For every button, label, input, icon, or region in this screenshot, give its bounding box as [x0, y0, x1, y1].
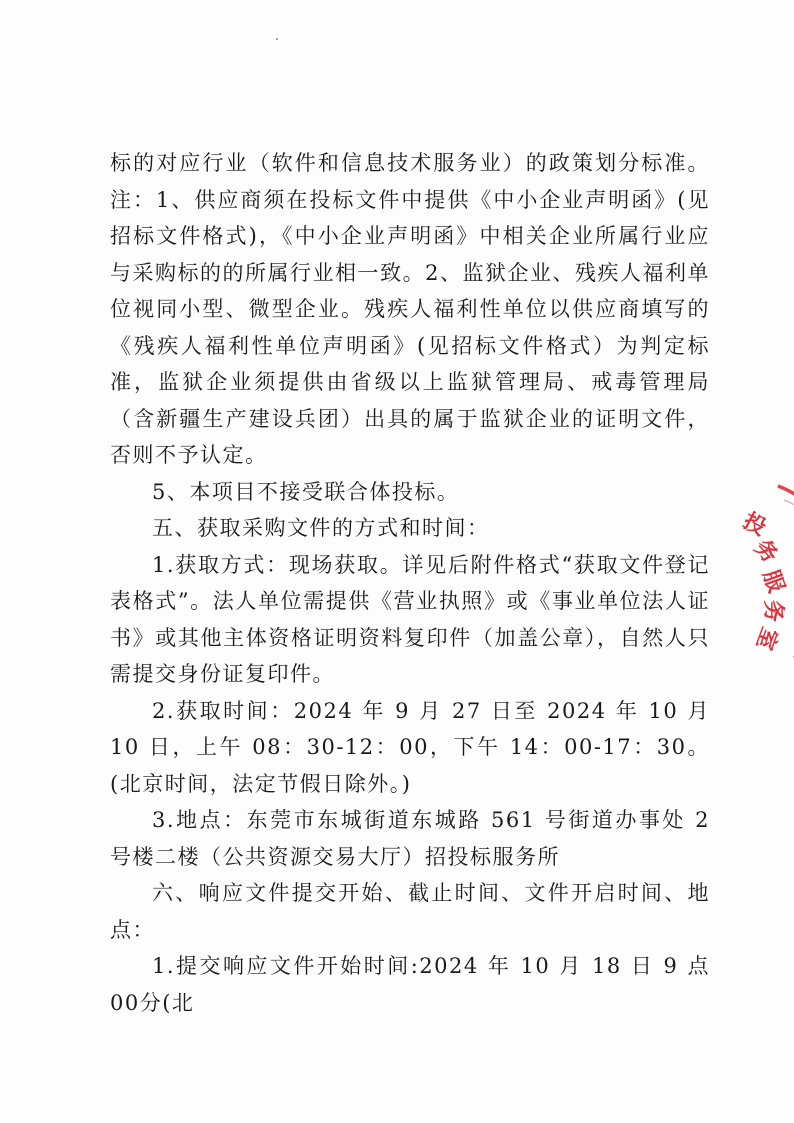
paragraph-submission-start: 1.提交响应文件开始时间:2024 年 10 月 18 日 9 点 00分(北 — [110, 954, 710, 1015]
seal-char-3: 服 — [757, 566, 790, 597]
paragraph-obtain-time: 2.获取时间：2024 年 9 月 27 日至 2024 年 10 月 10 日，上午 08：30-12：00，下午 14：00-17：30。(北京时间，法定节假日除外。) — [110, 698, 710, 796]
seal-char-1: 投 — [738, 507, 771, 542]
document-body — [110, 145, 710, 1021]
paragraph-obtain-method: 1.获取方式：现场获取。详见后附件格式“获取文件登记表格式”。法人单位需提供《营业执照》或《事业单位法人证书》或其他主体资格证明资料复印件（加盖公章），自然人只需提交身份证复印件。 — [110, 552, 710, 686]
paragraph-no-consortium: 5、本项目不接受联合体投标。 — [152, 479, 460, 504]
paragraph-sme-policy: 标的对应行业（软件和信息技术服务业）的政策划分标准。 注：1、供应商须在投标文件中提供《中小企业声明函》(见招标文件格式)，《中小企业声明函》中相关企业所属行业应与采购标的的所属行业相一致。2、监狱企业、残疾人福利单位视同小型、微型企业。残疾人福利性单位以供应商填写的《残疾人福利性单位声明函》(见招标文件格式）为判定标准，监狱企业须提供由省级以上监狱管理局、戒毒管理局（含新疆生产建设兵团）出具的属于监狱企业的证明文件，否则不予认定。 — [110, 151, 710, 467]
seal-char-2: 务 — [748, 534, 783, 569]
seal-char-4: 务 — [760, 600, 786, 623]
section-heading-submission: 六、响应文件提交开始、截止时间、文件开启时间、地点： — [110, 881, 710, 942]
scan-speck — [276, 38, 278, 40]
paragraph-location: 3.地点：东莞市东城街道东城路 561 号街道办事处 2 号楼二楼（公共资源交易大厅）招投标服务所 — [110, 808, 710, 869]
seal-char-5: 室 — [750, 623, 783, 654]
section-heading-obtain-documents: 五、获取采购文件的方式和时间： — [152, 516, 490, 540]
official-seal-stamp — [738, 478, 794, 668]
